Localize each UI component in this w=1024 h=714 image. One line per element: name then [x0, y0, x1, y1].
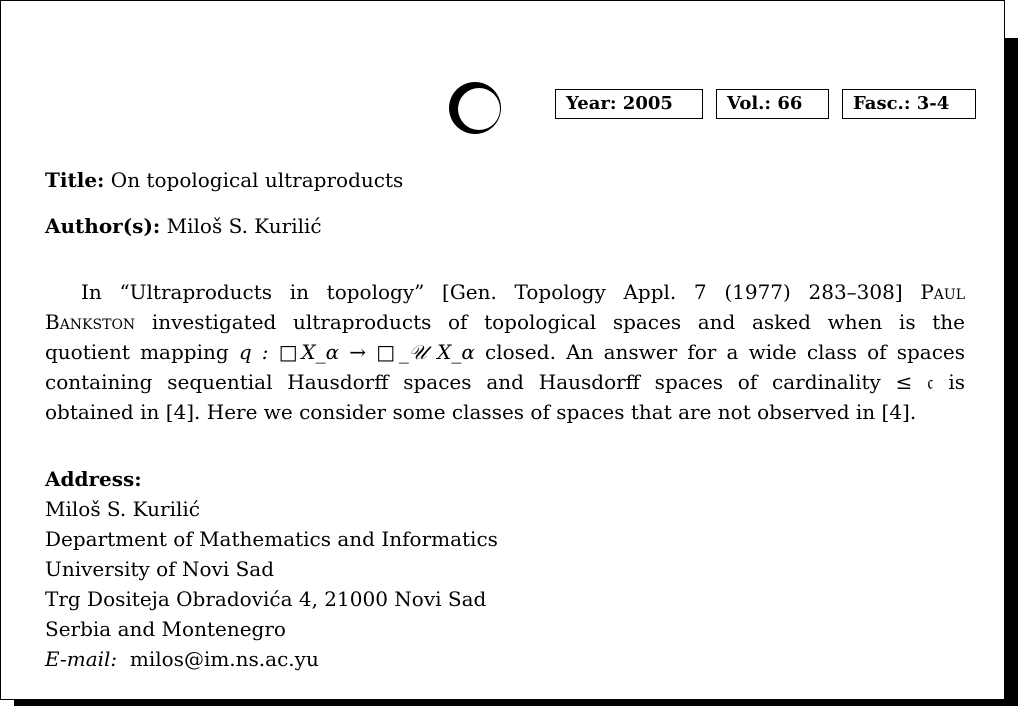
email-label: E-mail: [45, 647, 118, 671]
address-line: University of Novi Sad [45, 557, 275, 581]
title-label: Title: [45, 168, 105, 192]
address-line: Department of Mathematics and Informatics [45, 527, 498, 551]
abstract-text [45, 277, 965, 427]
quotient-mapping-formula: q : □X_α → □_𝒰 X_α [238, 340, 475, 364]
address-block [45, 464, 498, 674]
volume-box: Vol.: 66 [716, 89, 829, 119]
authors-row [45, 214, 322, 238]
abstract-line [45, 307, 965, 337]
abstract-line3-rest: closed. An answer for a wide class of spaces [485, 340, 966, 364]
abstract-line [45, 277, 965, 307]
address-line: Serbia and Montenegro [45, 617, 286, 641]
year-box: Year: 2005 [555, 89, 703, 119]
journal-logo-icon [447, 80, 503, 136]
abstract-line [45, 337, 965, 367]
abstract-line: containing sequential Hausdorff spaces and Hausdorff spaces of cardinality ≤ 𝔠 is [45, 370, 965, 394]
address-line: Miloš S. Kurilić [45, 497, 200, 521]
title-value: On topological ultraproducts [110, 168, 404, 192]
abstract-line1-text: In “Ultraproducts in topology” [Gen. Topology Appl. 7 (1977) 283–308] [81, 280, 903, 304]
address-line: Trg Dositeja Obradovića 4, 21000 Novi Sad [45, 587, 487, 611]
authors-label: Author(s): [45, 214, 161, 238]
abstract-line2-text: investigated ultraproducts of topological spaces and asked when is the [151, 310, 965, 334]
authors-value: Miloš S. Kurilić [166, 214, 322, 238]
address-label: Address: [45, 467, 142, 491]
email-row [45, 644, 498, 674]
fascicle-box: Fasc.: 3-4 [842, 89, 976, 119]
abstract-line: obtained in [4]. Here we consider some classes of spaces that are not observed in [4]. [45, 400, 917, 424]
title-row [45, 168, 403, 192]
author-name-smallcaps: Paul [920, 280, 966, 304]
author-surname-smallcaps: Bankston [45, 310, 136, 334]
abstract-line3-text: quotient mapping [45, 340, 229, 364]
email-address[interactable]: milos@im.ns.ac.yu [129, 647, 319, 671]
